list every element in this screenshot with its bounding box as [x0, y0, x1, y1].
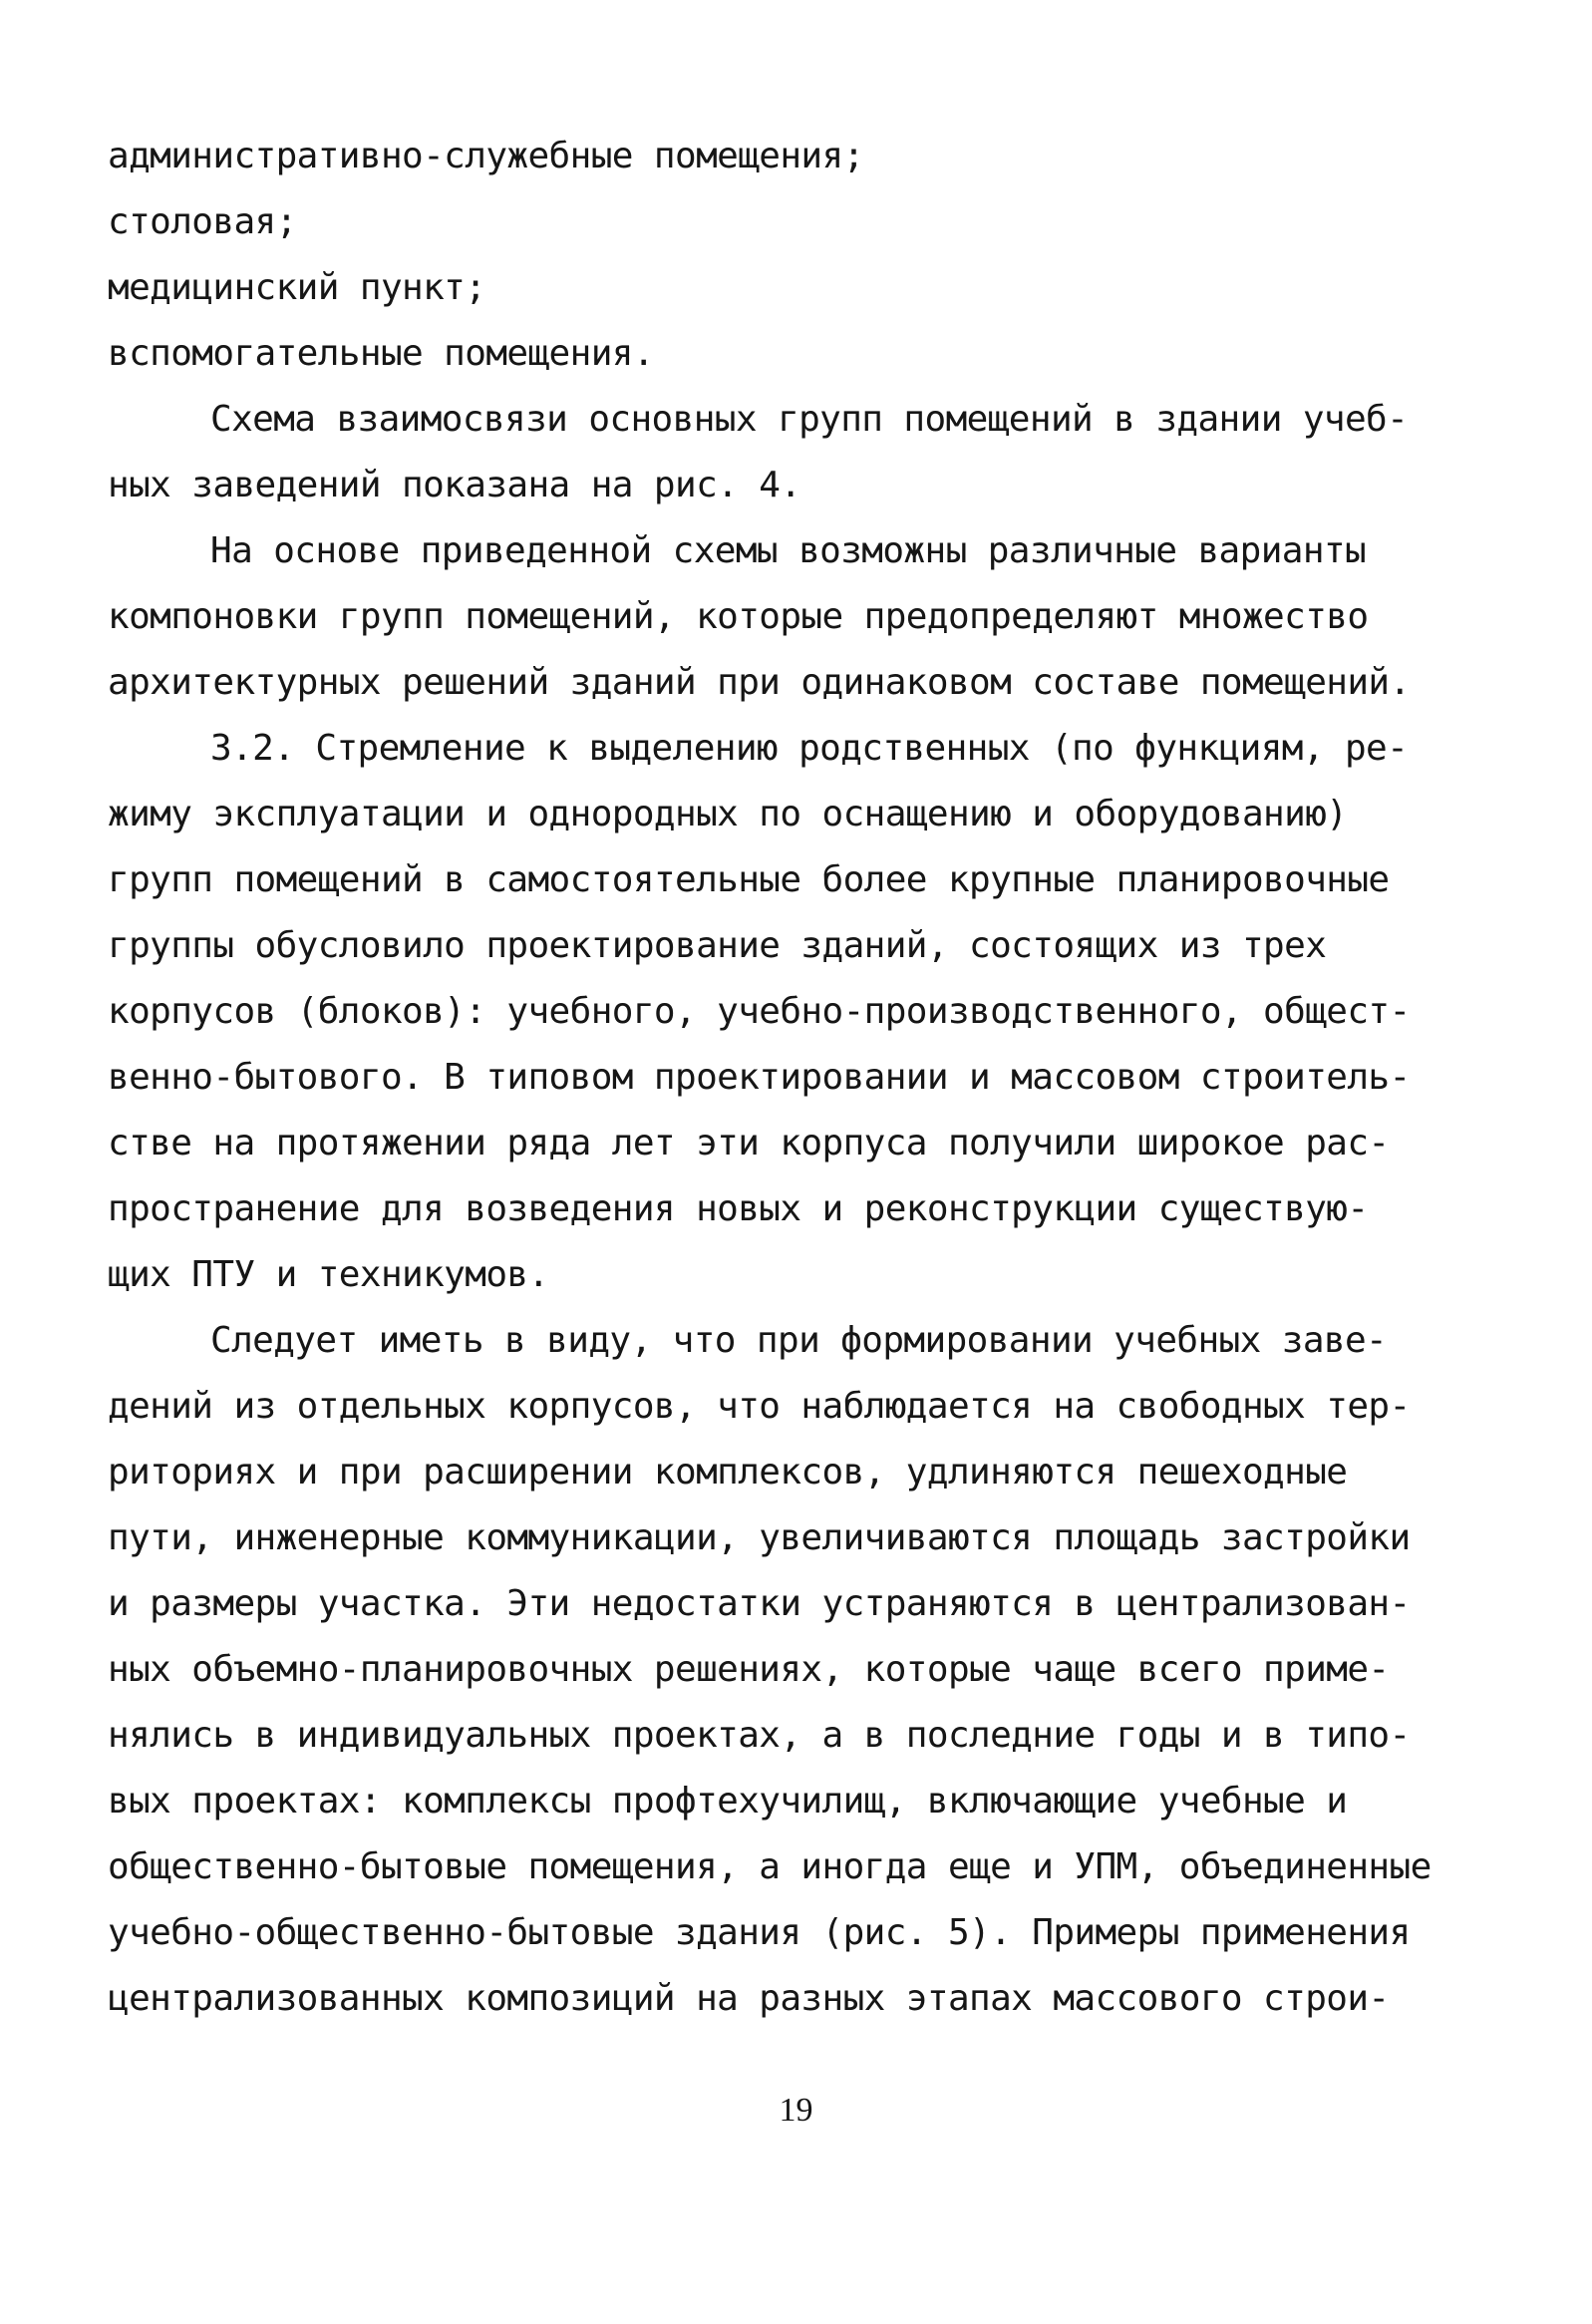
text-line: столовая;: [108, 201, 297, 242]
paragraph-start-line: На основе приведенной схемы возможны различные варианты: [210, 530, 1367, 571]
text-line: дений из отдельных корпусов, что наблюдается на свободных тер-: [108, 1386, 1411, 1427]
text-line: и размеры участка. Эти недостатки устраняются в централизован-: [108, 1583, 1411, 1624]
text-line: вых проектах: комплексы профтехучилищ, включающие учебные и: [108, 1781, 1348, 1822]
text-line: учебно-общественно-бытовые здания (рис. 5). Примеры применения: [108, 1912, 1411, 1953]
text-line: нялись в индивидуальных проектах, а в последние годы и в типо-: [108, 1715, 1411, 1756]
text-line: медицинский пункт;: [108, 267, 486, 308]
text-line: архитектурных решений зданий при одинаковом составе помещений.: [108, 662, 1411, 703]
text-line: стве на протяжении ряда лет эти корпуса получили широкое рас-: [108, 1123, 1390, 1163]
page-number: 19: [779, 2092, 813, 2129]
text-line: риториях и при расширении комплексов, удлиняются пешеходные: [108, 1452, 1348, 1493]
text-line: общественно-бытовые помещения, а иногда еще и УПМ, объединенные: [108, 1846, 1432, 1887]
text-line: корпусов (блоков): учебного, учебно-производственного, общест-: [108, 991, 1411, 1032]
body-text: [108, 124, 1432, 2032]
text-line: пространение для возведения новых и реконструкции существую-: [108, 1188, 1369, 1229]
text-line: ных заведений показана на рис. 4.: [108, 465, 801, 505]
text-line: пути, инженерные коммуникации, увеличиваются площадь застройки: [108, 1517, 1411, 1558]
text-line: жиму эксплуатации и однородных по оснащению и оборудованию): [108, 794, 1348, 834]
text-line: группы обусловило проектирование зданий, состоящих из трех: [108, 925, 1327, 966]
text-line: компоновки групп помещений, которые предопределяют множество: [108, 596, 1369, 637]
text-line: венно-бытового. В типовом проектировании и массовом строитель-: [108, 1057, 1411, 1098]
paragraph-start-line: Следует иметь в виду, что при формировании учебных заве-: [210, 1320, 1388, 1361]
text-line: групп помещений в самостоятельные более крупные планировочные: [108, 859, 1390, 900]
section-heading-line: 3.2. Стремление к выделению родственных (по функциям, ре-: [210, 728, 1409, 769]
text-line: административно-служебные помещения;: [108, 136, 864, 176]
text-line: щих ПТУ и техникумов.: [108, 1254, 549, 1295]
text-line: вспомогательные помещения.: [108, 333, 654, 374]
text-line: ных объемно-планировочных решениях, которые чаще всего приме-: [108, 1649, 1390, 1690]
text-line: централизованных композиций на разных этапах массового строи-: [108, 1978, 1390, 2019]
paragraph-start-line: Схема взаимосвязи основных групп помещений в здании учеб-: [210, 399, 1409, 440]
